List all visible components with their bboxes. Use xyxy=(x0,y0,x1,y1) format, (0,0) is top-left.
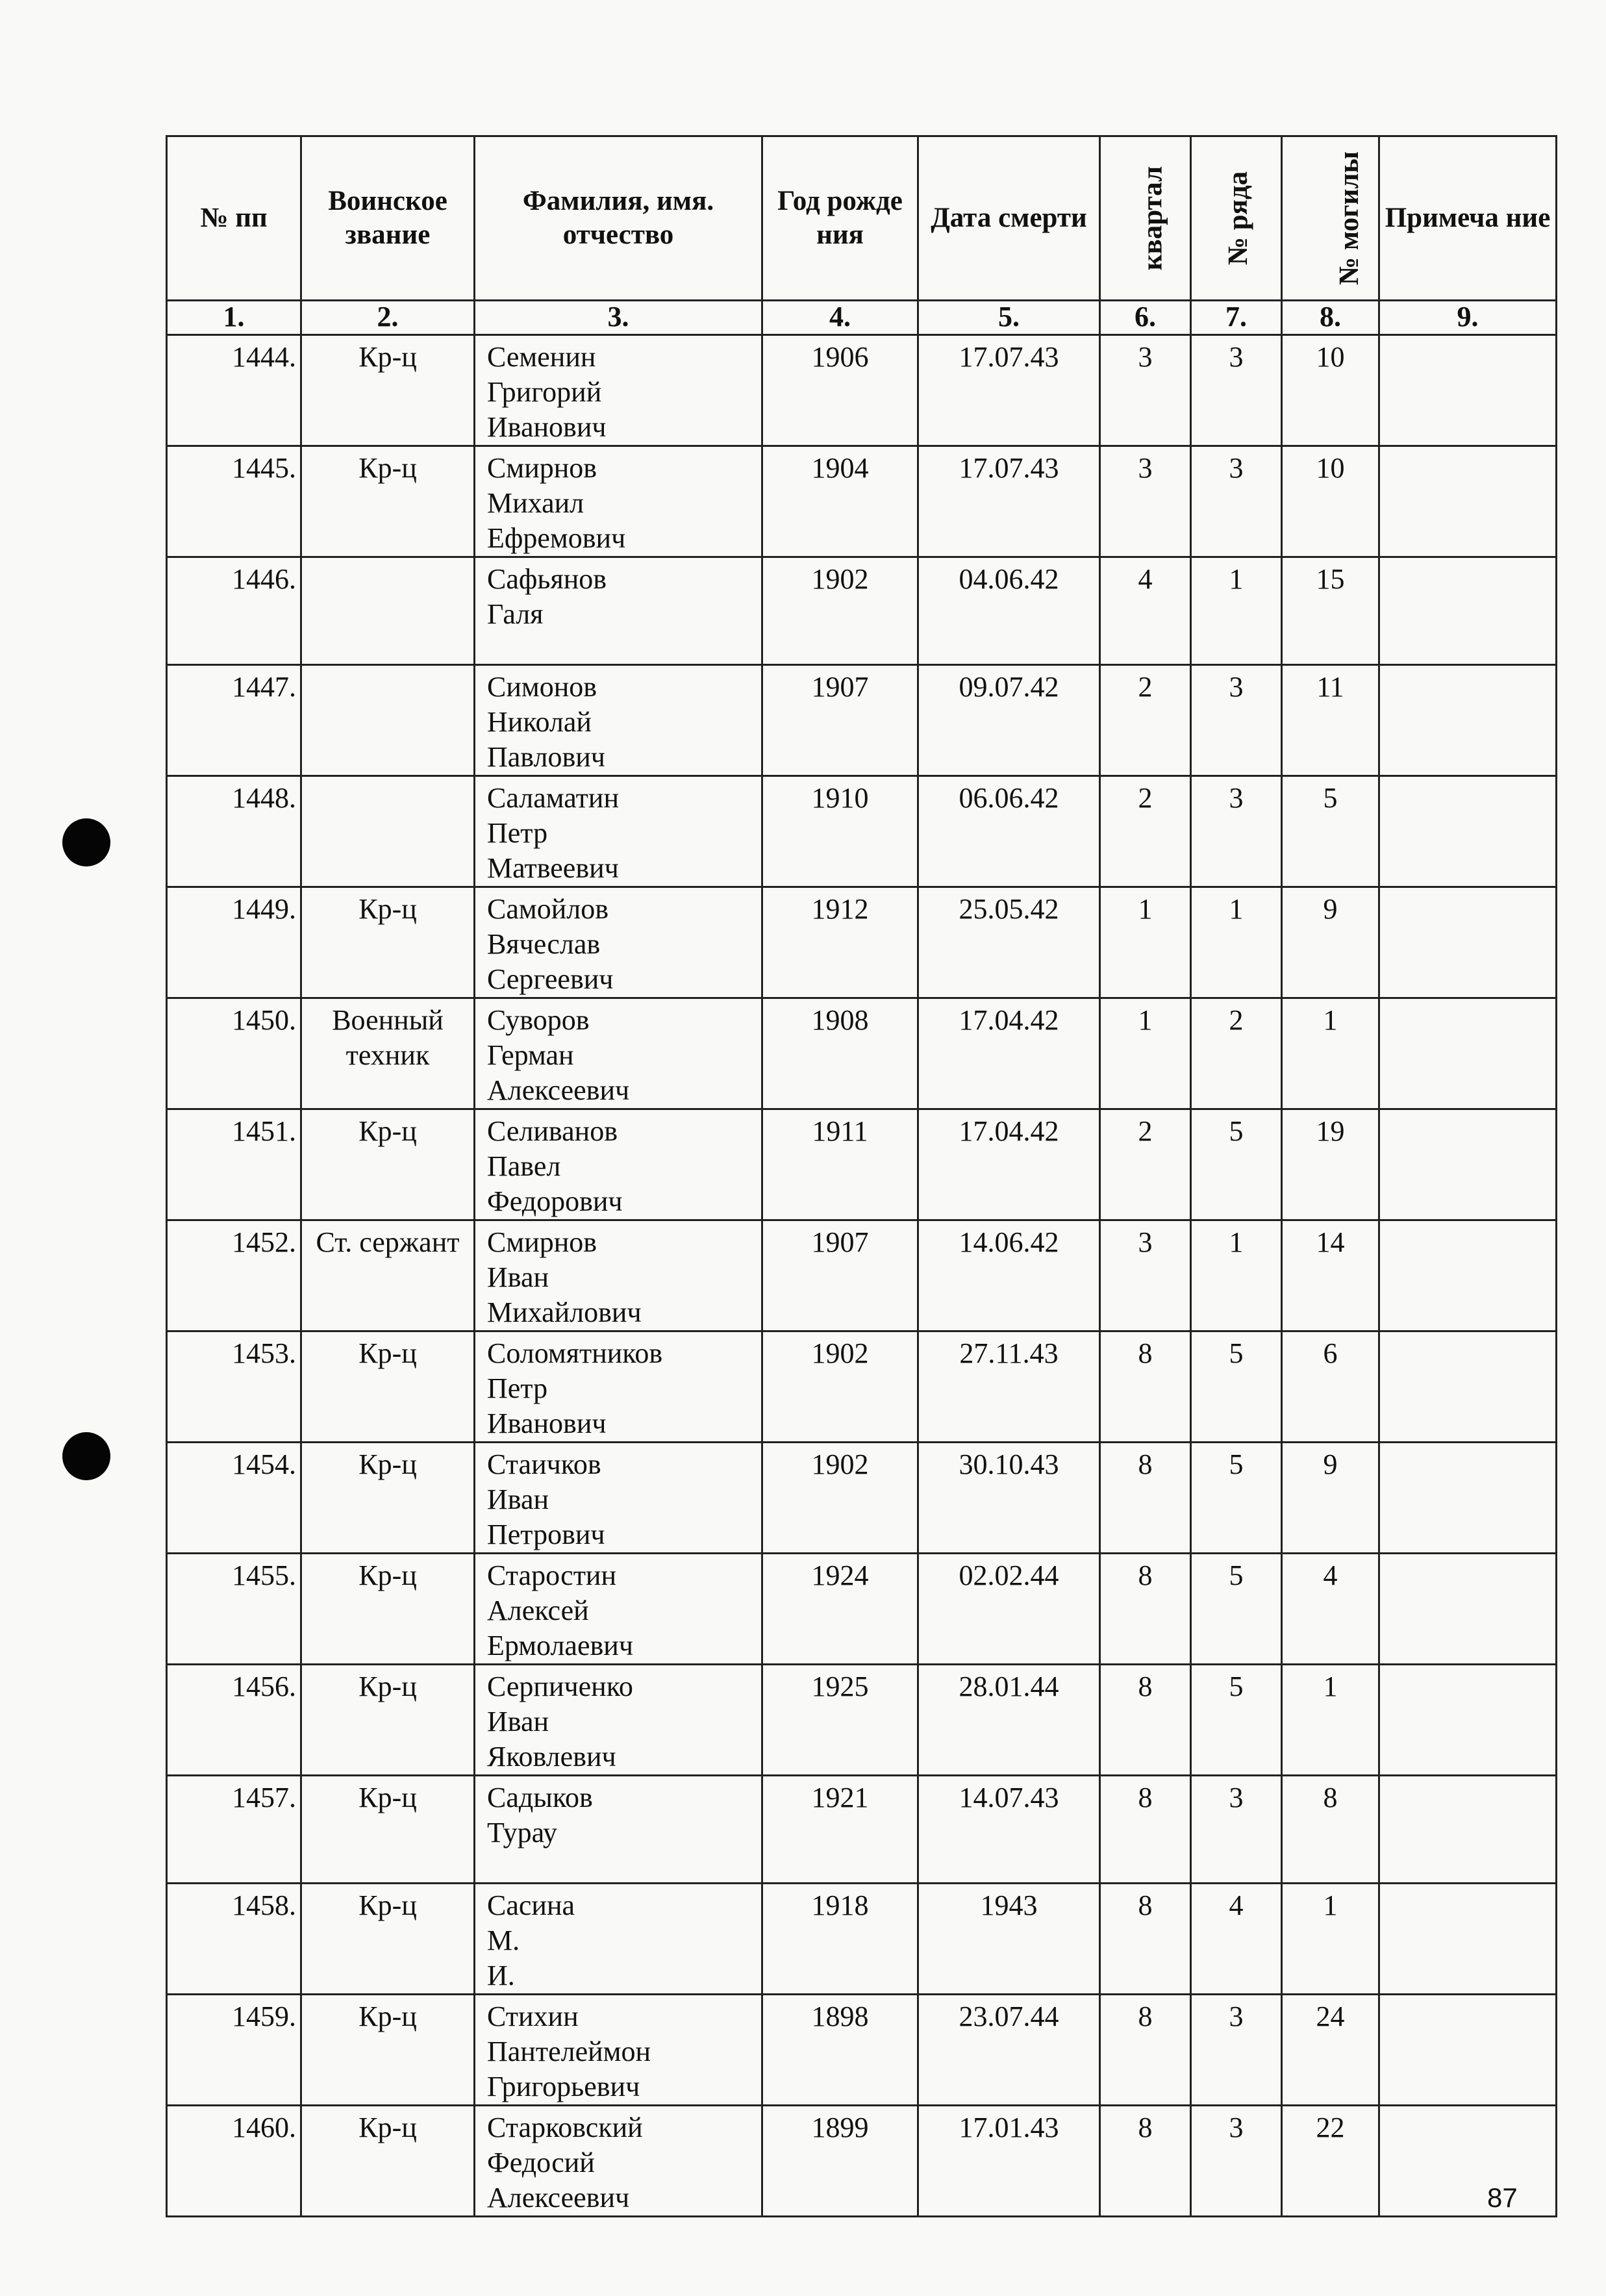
name-surname: Стаичков xyxy=(487,1448,601,1480)
note xyxy=(1379,2106,1557,2217)
record-number: 1446. xyxy=(167,557,301,665)
record-number: 1445. xyxy=(167,446,301,557)
name-first: Алексей xyxy=(487,1595,589,1626)
grave-number: 14 xyxy=(1282,1220,1379,1331)
death-date: 17.07.43 xyxy=(918,446,1100,557)
name-surname: Садыков xyxy=(487,1782,593,1813)
quarter: 8 xyxy=(1100,1331,1191,1443)
record-number: 1452. xyxy=(167,1220,301,1331)
column-number: 4. xyxy=(762,301,918,335)
column-number: 6. xyxy=(1100,301,1191,335)
birth-year: 1911 xyxy=(762,1109,918,1220)
death-date: 25.05.42 xyxy=(918,887,1100,998)
birth-year: 1924 xyxy=(762,1554,918,1665)
note xyxy=(1379,776,1557,887)
record-number: 1460. xyxy=(167,2106,301,2217)
note xyxy=(1379,335,1557,446)
record-number: 1447. xyxy=(167,665,301,776)
full-name xyxy=(475,665,762,776)
column-number: 9. xyxy=(1379,301,1557,335)
military-rank xyxy=(301,665,475,776)
military-rank: Кр-ц xyxy=(301,1665,475,1776)
header-birth-year: Год рожде ния xyxy=(762,136,918,301)
record-number: 1456. xyxy=(167,1665,301,1776)
note xyxy=(1379,998,1557,1109)
full-name xyxy=(475,446,762,557)
record-number: 1448. xyxy=(167,776,301,887)
row-number: 4 xyxy=(1191,1884,1282,1995)
death-date: 04.06.42 xyxy=(918,557,1100,665)
name-first: Петр xyxy=(487,1372,548,1404)
name-surname: Селиванов xyxy=(487,1115,618,1147)
name-first: Галя xyxy=(487,598,544,630)
birth-year: 1906 xyxy=(762,335,918,446)
name-first: Петр xyxy=(487,817,548,849)
note xyxy=(1379,557,1557,665)
note xyxy=(1379,887,1557,998)
name-first: Турау xyxy=(487,1817,557,1848)
name-surname: Симонов xyxy=(487,671,597,703)
grave-number: 22 xyxy=(1282,2106,1379,2217)
name-surname: Семенин xyxy=(487,341,596,373)
table-row xyxy=(167,1220,1557,1331)
column-number-row xyxy=(167,301,1557,335)
name-first: М. xyxy=(487,1924,520,1956)
military-rank: Кр-ц xyxy=(301,1109,475,1220)
full-name xyxy=(475,1331,762,1443)
military-rank: Кр-ц xyxy=(301,1776,475,1884)
table-row xyxy=(167,998,1557,1109)
name-surname: Стихин xyxy=(487,2000,579,2032)
record-number: 1458. xyxy=(167,1884,301,1995)
name-patronymic: Иванович xyxy=(487,1407,607,1439)
quarter: 3 xyxy=(1100,335,1191,446)
name-first: Николай xyxy=(487,706,592,738)
name-first: Павел xyxy=(487,1150,561,1182)
table-row xyxy=(167,1331,1557,1443)
death-date: 14.07.43 xyxy=(918,1776,1100,1884)
row-number: 5 xyxy=(1191,1443,1282,1554)
birth-year: 1910 xyxy=(762,776,918,887)
death-date: 27.11.43 xyxy=(918,1331,1100,1443)
grave-number: 9 xyxy=(1282,1443,1379,1554)
military-rank: Кр-ц xyxy=(301,1995,475,2106)
row-number: 5 xyxy=(1191,1331,1282,1443)
row-number: 5 xyxy=(1191,1665,1282,1776)
table-row xyxy=(167,776,1557,887)
note xyxy=(1379,1443,1557,1554)
name-surname: Сасина xyxy=(487,1889,575,1921)
column-number: 7. xyxy=(1191,301,1282,335)
record-number: 1453. xyxy=(167,1331,301,1443)
birth-year: 1918 xyxy=(762,1884,918,1995)
birth-year: 1921 xyxy=(762,1776,918,1884)
quarter: 2 xyxy=(1100,1109,1191,1220)
quarter: 3 xyxy=(1100,1220,1191,1331)
quarter: 8 xyxy=(1100,1665,1191,1776)
table-row xyxy=(167,1776,1557,1884)
record-number: 1454. xyxy=(167,1443,301,1554)
grave-number: 10 xyxy=(1282,335,1379,446)
military-rank xyxy=(301,776,475,887)
birth-year: 1902 xyxy=(762,1443,918,1554)
birth-year: 1904 xyxy=(762,446,918,557)
grave-number: 19 xyxy=(1282,1109,1379,1220)
name-surname: Смирнов xyxy=(487,452,597,484)
burial-register-table-wrap xyxy=(166,135,1555,2217)
row-number: 3 xyxy=(1191,665,1282,776)
page-number: 87 xyxy=(1487,2182,1518,2213)
record-number: 1459. xyxy=(167,1995,301,2106)
punch-hole xyxy=(62,818,110,866)
death-date: 30.10.43 xyxy=(918,1443,1100,1554)
name-first: Федосий xyxy=(487,2147,595,2178)
full-name xyxy=(475,1220,762,1331)
table-row xyxy=(167,1443,1557,1554)
grave-number: 4 xyxy=(1282,1554,1379,1665)
table-row xyxy=(167,665,1557,776)
name-first: Иван xyxy=(487,1261,549,1293)
death-date: 1943 xyxy=(918,1884,1100,1995)
quarter: 8 xyxy=(1100,1443,1191,1554)
death-date: 09.07.42 xyxy=(918,665,1100,776)
full-name xyxy=(475,1109,762,1220)
name-patronymic: Ефремович xyxy=(487,522,626,554)
header-row-number-text: № ряда xyxy=(1223,171,1254,266)
full-name xyxy=(475,1665,762,1776)
row-number: 2 xyxy=(1191,998,1282,1109)
name-patronymic: Павлович xyxy=(487,741,605,773)
full-name xyxy=(475,335,762,446)
name-first: Михаил xyxy=(487,487,584,519)
header-rank: Воинское звание xyxy=(301,136,475,301)
death-date: 02.02.44 xyxy=(918,1554,1100,1665)
header-row xyxy=(167,136,1557,301)
quarter: 1 xyxy=(1100,998,1191,1109)
column-number: 1. xyxy=(167,301,301,335)
column-number: 3. xyxy=(475,301,762,335)
grave-number: 8 xyxy=(1282,1776,1379,1884)
full-name xyxy=(475,887,762,998)
record-number: 1444. xyxy=(167,335,301,446)
table-row xyxy=(167,887,1557,998)
grave-number: 9 xyxy=(1282,887,1379,998)
table-row xyxy=(167,1884,1557,1995)
header-death-date: Дата смерти xyxy=(918,136,1100,301)
death-date: 17.04.42 xyxy=(918,1109,1100,1220)
note xyxy=(1379,1776,1557,1884)
table-row xyxy=(167,2106,1557,2217)
military-rank: Кр-ц xyxy=(301,1554,475,1665)
grave-number: 15 xyxy=(1282,557,1379,665)
death-date: 17.07.43 xyxy=(918,335,1100,446)
birth-year: 1908 xyxy=(762,998,918,1109)
row-number: 3 xyxy=(1191,335,1282,446)
military-rank: Кр-ц xyxy=(301,2106,475,2217)
row-number: 3 xyxy=(1191,1995,1282,2106)
birth-year: 1925 xyxy=(762,1665,918,1776)
header-note: Примеча ние xyxy=(1379,136,1557,301)
full-name xyxy=(475,1554,762,1665)
record-number: 1449. xyxy=(167,887,301,998)
quarter: 2 xyxy=(1100,665,1191,776)
military-rank: Кр-ц xyxy=(301,1884,475,1995)
military-rank xyxy=(301,557,475,665)
name-first: Григорий xyxy=(487,376,602,408)
full-name xyxy=(475,1995,762,2106)
name-surname: Старковский xyxy=(487,2112,643,2143)
name-first: Иван xyxy=(487,1706,549,1737)
military-rank: Кр-ц xyxy=(301,1331,475,1443)
header-number: № пп xyxy=(167,136,301,301)
column-number: 8. xyxy=(1282,301,1379,335)
note xyxy=(1379,1331,1557,1443)
full-name xyxy=(475,1776,762,1884)
row-number: 1 xyxy=(1191,1220,1282,1331)
death-date: 06.06.42 xyxy=(918,776,1100,887)
name-first: Вячеслав xyxy=(487,928,601,960)
note xyxy=(1379,665,1557,776)
grave-number: 11 xyxy=(1282,665,1379,776)
quarter: 4 xyxy=(1100,557,1191,665)
row-number: 3 xyxy=(1191,446,1282,557)
header-grave-number xyxy=(1282,136,1379,301)
header-quarter-text: квартал xyxy=(1137,166,1168,271)
table-row xyxy=(167,335,1557,446)
grave-number: 24 xyxy=(1282,1995,1379,2106)
grave-number: 1 xyxy=(1282,1884,1379,1995)
note xyxy=(1379,1884,1557,1995)
column-number: 5. xyxy=(918,301,1100,335)
name-first: Герман xyxy=(487,1039,574,1071)
header-row-number xyxy=(1191,136,1282,301)
birth-year: 1907 xyxy=(762,665,918,776)
note xyxy=(1379,1109,1557,1220)
birth-year: 1912 xyxy=(762,887,918,998)
name-patronymic: Ермолаевич xyxy=(487,1630,633,1661)
record-number: 1450. xyxy=(167,998,301,1109)
birth-year: 1902 xyxy=(762,1331,918,1443)
quarter: 8 xyxy=(1100,1776,1191,1884)
name-patronymic: Иванович xyxy=(487,411,607,443)
military-rank: Военный техник xyxy=(301,998,475,1109)
row-number: 3 xyxy=(1191,1776,1282,1884)
full-name xyxy=(475,998,762,1109)
military-rank: Кр-ц xyxy=(301,887,475,998)
name-surname: Смирнов xyxy=(487,1226,597,1258)
birth-year: 1902 xyxy=(762,557,918,665)
quarter: 8 xyxy=(1100,1554,1191,1665)
name-first: Иван xyxy=(487,1483,549,1515)
punch-hole xyxy=(62,1432,110,1480)
header-full-name: Фамилия, имя. отчество xyxy=(475,136,762,301)
full-name xyxy=(475,776,762,887)
row-number: 5 xyxy=(1191,1554,1282,1665)
header-grave-number-text: № могилы xyxy=(1334,151,1365,286)
name-surname: Соломятников xyxy=(487,1337,663,1369)
name-patronymic: Григорьевич xyxy=(487,2071,640,2102)
record-number: 1457. xyxy=(167,1776,301,1884)
note xyxy=(1379,1554,1557,1665)
name-surname: Старостин xyxy=(487,1559,617,1591)
death-date: 17.01.43 xyxy=(918,2106,1100,2217)
birth-year: 1899 xyxy=(762,2106,918,2217)
table-row xyxy=(167,1109,1557,1220)
name-surname: Саламатин xyxy=(487,782,620,814)
header-quarter xyxy=(1100,136,1191,301)
name-patronymic: Сергеевич xyxy=(487,963,614,995)
name-surname: Серпиченко xyxy=(487,1671,633,1702)
military-rank: Кр-ц xyxy=(301,1443,475,1554)
full-name xyxy=(475,1443,762,1554)
death-date: 23.07.44 xyxy=(918,1995,1100,2106)
name-patronymic: Алексеевич xyxy=(487,2182,630,2214)
quarter: 2 xyxy=(1100,776,1191,887)
table-row xyxy=(167,1554,1557,1665)
quarter: 1 xyxy=(1100,887,1191,998)
death-date: 14.06.42 xyxy=(918,1220,1100,1331)
note xyxy=(1379,446,1557,557)
row-number: 5 xyxy=(1191,1109,1282,1220)
row-number: 3 xyxy=(1191,776,1282,887)
name-surname: Суворов xyxy=(487,1004,590,1036)
name-patronymic: Михайлович xyxy=(487,1296,642,1328)
record-number: 1455. xyxy=(167,1554,301,1665)
name-patronymic: Яковлевич xyxy=(487,1741,616,1772)
row-number: 1 xyxy=(1191,557,1282,665)
row-number: 3 xyxy=(1191,2106,1282,2217)
grave-number: 1 xyxy=(1282,998,1379,1109)
birth-year: 1907 xyxy=(762,1220,918,1331)
quarter: 3 xyxy=(1100,446,1191,557)
grave-number: 5 xyxy=(1282,776,1379,887)
column-number: 2. xyxy=(301,301,475,335)
note xyxy=(1379,1665,1557,1776)
death-date: 28.01.44 xyxy=(918,1665,1100,1776)
name-surname: Самойлов xyxy=(487,893,609,925)
table-row xyxy=(167,1995,1557,2106)
name-surname: Сафьянов xyxy=(487,563,607,595)
grave-number: 6 xyxy=(1282,1331,1379,1443)
table-row xyxy=(167,1665,1557,1776)
grave-number: 1 xyxy=(1282,1665,1379,1776)
name-patronymic: Петрович xyxy=(487,1519,605,1550)
note xyxy=(1379,1220,1557,1331)
name-patronymic: Алексеевич xyxy=(487,1074,630,1106)
burial-register-table xyxy=(166,135,1557,2217)
note xyxy=(1379,1995,1557,2106)
full-name xyxy=(475,1884,762,1995)
name-first: Пантелеймон xyxy=(487,2036,651,2067)
military-rank: Кр-ц xyxy=(301,335,475,446)
row-number: 1 xyxy=(1191,887,1282,998)
table-row xyxy=(167,446,1557,557)
military-rank: Ст. сержант xyxy=(301,1220,475,1331)
quarter: 8 xyxy=(1100,1995,1191,2106)
quarter: 8 xyxy=(1100,1884,1191,1995)
quarter: 8 xyxy=(1100,2106,1191,2217)
name-patronymic: И. xyxy=(487,1960,515,1991)
name-patronymic: Федорович xyxy=(487,1185,623,1217)
military-rank: Кр-ц xyxy=(301,446,475,557)
name-patronymic: Матвеевич xyxy=(487,852,619,884)
birth-year: 1898 xyxy=(762,1995,918,2106)
death-date: 17.04.42 xyxy=(918,998,1100,1109)
table-row xyxy=(167,557,1557,665)
grave-number: 10 xyxy=(1282,446,1379,557)
record-number: 1451. xyxy=(167,1109,301,1220)
full-name xyxy=(475,2106,762,2217)
full-name xyxy=(475,557,762,665)
